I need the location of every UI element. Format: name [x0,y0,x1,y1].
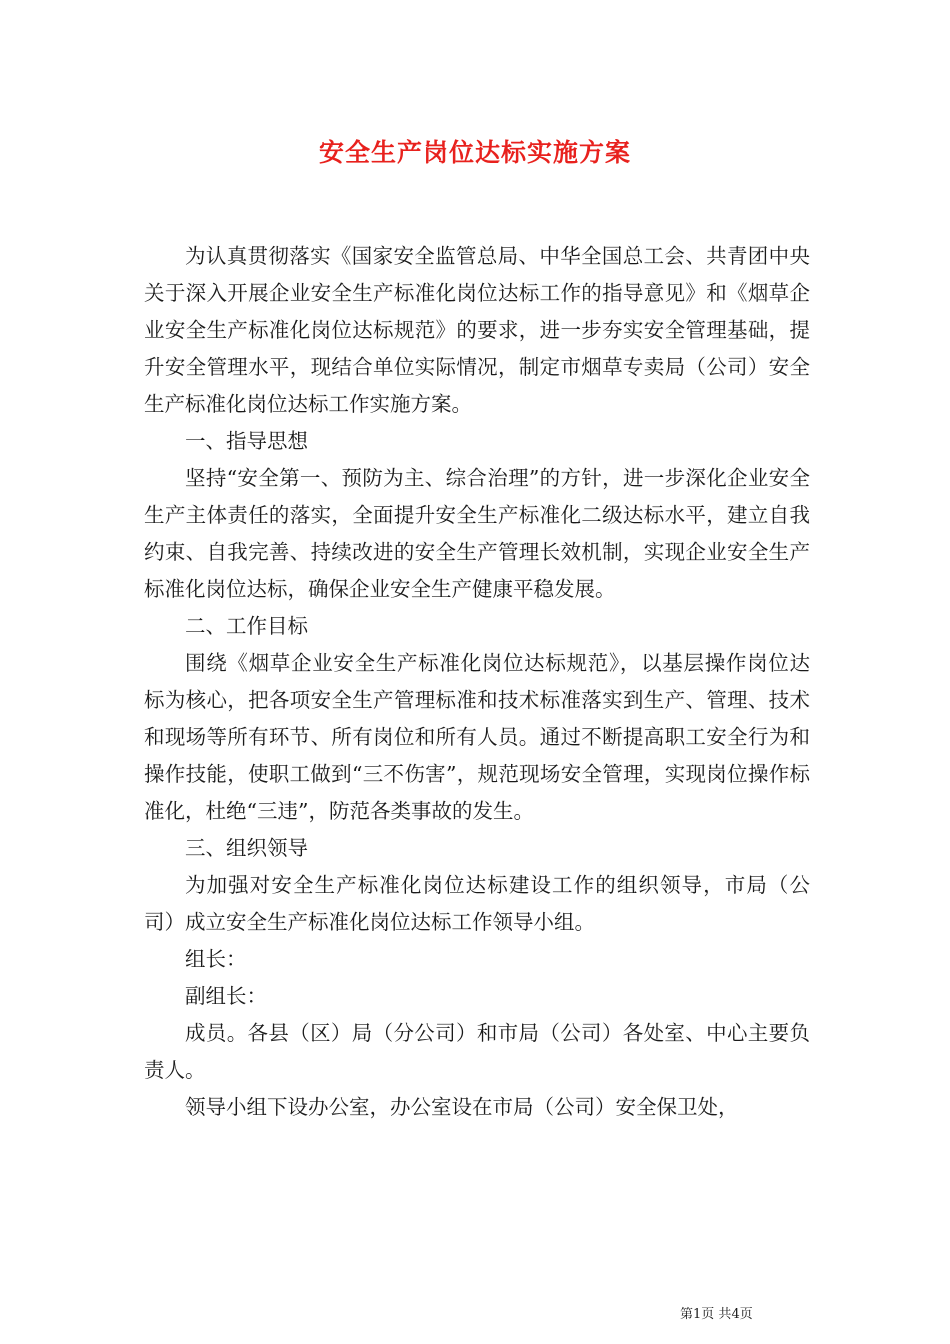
page-prefix: 第 [680,1307,694,1322]
paragraph-organization: 为加强对安全生产标准化岗位达标建设工作的组织领导，市局（公司）成立安全生产标准化岗位达标工作领导小组。 [144,873,810,934]
paragraph-guiding-thought: 坚持“安全第一、预防为主、综合治理”的方针，进一步深化企业安全生产主体责任的落实，全面提升安全生产标准化二级达标水平，建立自我约束、自我完善、持续改进的安全生产管理长效机制，实现企业安全生产标准化岗位达标，确保企业安全生产健康平稳发展。 [144,466,810,601]
document-title: 安全生产岗位达标实施方案 [318,138,631,167]
page-footer [680,1303,753,1322]
office-line: 领导小组下设办公室，办公室设在市局（公司）安全保卫处， [185,1095,739,1119]
members-line: 成员。各县（区）局（分公司）和市局（公司）各处室、中心主要负责人。 [144,1021,810,1082]
page-middle: 页 共 [701,1307,732,1322]
heading-organization: 三、组织领导 [185,836,308,860]
paragraph-work-goals: 围绕《烟草企业安全生产标准化岗位达标规范》，以基层操作岗位达标为核心，把各项安全生产管理标准和技术标准落实到生产、管理、技术和现场等所有环节、所有岗位和所有人员。通过不断提高职工安全行为和操作技能，使职工做到“三不伤害”，规范现场安全管理，实现岗位操作标准化，杜绝“三违”，防范各类事故的发生。 [144,651,810,823]
heading-work-goals: 二、工作目标 [185,614,308,638]
page-total: 4 [731,1307,740,1322]
document-body [144,238,810,1126]
page-suffix: 页 [739,1307,753,1322]
leader-line: 组长： [185,947,247,971]
deputy-leader-line: 副组长： [185,984,267,1008]
paragraph-intro: 为认真贯彻落实《国家安全监管总局、中华全国总工会、共青团中央关于深入开展企业安全生产标准化岗位达标工作的指导意见》和《烟草企业安全生产标准化岗位达标规范》的要求，进一步夯实安全管理基础，提升安全管理水平，现结合单位实际情况，制定市烟草专卖局（公司）安全生产标准化岗位达标工作实施方案。 [144,244,810,416]
heading-guiding-thought: 一、指导思想 [185,429,308,453]
page-number: 1 [693,1307,702,1322]
